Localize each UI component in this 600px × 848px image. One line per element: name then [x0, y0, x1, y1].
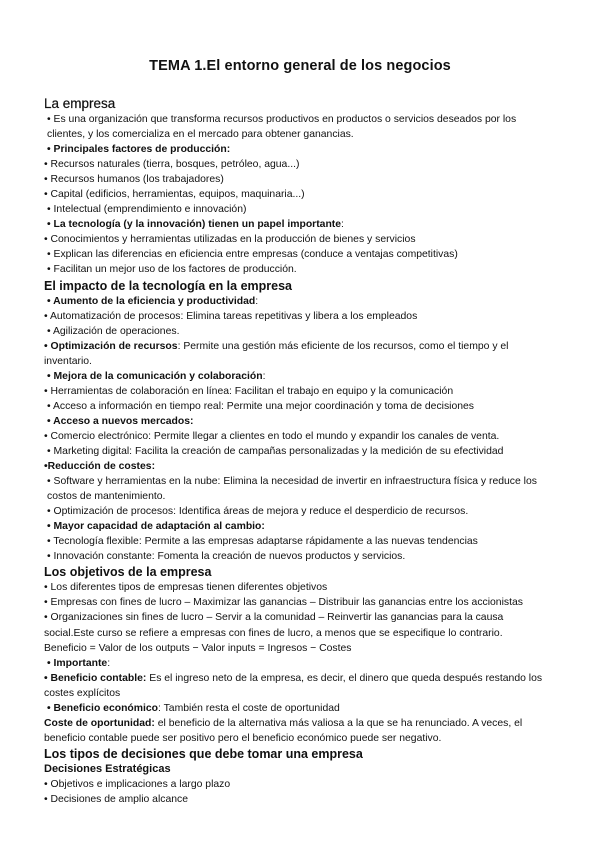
paragraph [44, 339, 554, 369]
list-item: • Facilitan un mejor uso de los factores de producción. [47, 264, 297, 276]
paragraph: • Es una organización que transforma recursos productivos en productos o servicios deseados por los clientes, y los comercializa en el mercado para obtener ganancias. [47, 114, 517, 141]
list-item: • Organizaciones sin fines de lucro – Servir a la comunidad – Reinvertir las ganancias para la causa social.Este curso se refiere a empresas con fines de lucro, a menos que se especifique lo contrario. [44, 612, 504, 639]
paragraph [44, 701, 554, 716]
paragraph-text: : También resta el coste de oportunidad [158, 702, 340, 714]
paragraph-text: el beneficio de la alternativa más valiosa a la que se ha renunciado. A veces, el beneficio contable puede ser positivo pero el beneficio económico puede ser negativo. [44, 717, 523, 744]
section-heading-la-empresa: La empresa [44, 96, 116, 111]
bold-term: Coste de oportunidad: [44, 717, 155, 729]
list-item: • Conocimientos y herramientas utilizadas en la producción de bienes y servicios [44, 234, 416, 246]
list-item: • Automatización de procesos: Elimina tareas repetitivas y libera a los empleados [44, 310, 418, 322]
bold-bullet-line [44, 369, 554, 384]
bold-bullet: •Reducción de costes: [44, 461, 156, 473]
paragraph [44, 671, 554, 701]
paragraph-text: : Permite una gestión más eficiente de los recursos, como el tiempo y el inventario. [44, 340, 509, 367]
bold-bullet: • Principales factores de producción: [47, 144, 231, 156]
document-title: TEMA 1.El entorno general de los negocios [149, 58, 451, 74]
bold-bullet: • Aumento de la eficiencia y productividad [47, 295, 256, 307]
list-item: • Comercio electrónico: Permite llegar a clientes en todo el mundo y expandir los canales de venta. [44, 430, 500, 442]
bold-bullet: • Beneficio contable: [44, 672, 147, 684]
list-item: • Intelectual (emprendimiento e innovación) [47, 204, 247, 216]
list-item: • Optimización de procesos: Identifica áreas de mejora y reduce el desperdicio de recursos. [47, 506, 469, 518]
bold-bullet: • La tecnología (y la innovación) tienen un papel importante [47, 219, 342, 231]
list-item: • Empresas con fines de lucro – Maximizar las ganancias – Distribuir las ganancias entre los accionistas [44, 597, 523, 609]
bold-bullet: • Importante [47, 657, 108, 669]
section-heading-objetivos: Los objetivos de la empresa [44, 565, 212, 580]
list-item: • Tecnología flexible: Permite a las empresas adaptarse rápidamente a las nuevas tendencias [47, 536, 478, 548]
colon: : [341, 219, 344, 231]
document-body [44, 96, 554, 807]
bold-bullet-line [44, 294, 554, 309]
colon: : [262, 370, 266, 382]
list-item: • Herramientas de colaboración en línea: Facilitan el trabajo en equipo y la comunicación [44, 385, 454, 397]
list-item: • Capital (edificios, herramientas, equipos, maquinaria...) [44, 189, 305, 201]
list-item: • Innovación constante: Fomenta la creación de nuevos productos y servicios. [47, 551, 406, 563]
bold-bullet: • Acceso a nuevos mercados: [47, 415, 194, 427]
bold-bullet: • Optimización de recursos [44, 340, 178, 352]
list-item: • Recursos naturales (tierra, bosques, petróleo, agua...) [44, 159, 300, 171]
colon: : [107, 657, 111, 669]
list-item: • Los diferentes tipos de empresas tienen diferentes objetivos [44, 582, 328, 594]
bold-bullet-line [44, 656, 554, 671]
formula: Beneficio = Valor de los outputs − Valor inputs = Ingresos − Costes [44, 642, 352, 654]
list-item: • Marketing digital: Facilita la creación de campañas personalizadas y la medición de su efectividad [47, 445, 504, 457]
subheading: Decisiones Estratégicas [44, 762, 171, 775]
bold-bullet: • Mejora de la comunicación y colaboración [47, 370, 263, 382]
bold-bullet-line [44, 217, 554, 232]
section-heading-decisiones: Los tipos de decisiones que debe tomar una empresa [44, 746, 363, 761]
list-item: • Explican las diferencias en eficiencia entre empresas (conduce a ventajas competitivas) [47, 249, 458, 261]
list-item: • Software y herramientas en la nube: Elimina la necesidad de invertir en infraestructura física y reduce los costos de mantenimiento. [47, 476, 537, 503]
paragraph-text: Es el ingreso neto de la empresa, es decir, el dinero que queda después restando los costes explícitos [44, 672, 543, 699]
colon: : [255, 295, 259, 307]
bold-bullet: • Mayor capacidad de adaptación al cambio: [47, 521, 265, 533]
list-item: • Recursos humanos (los trabajadores) [44, 174, 224, 186]
list-item: • Acceso a información en tiempo real: Permite una mejor coordinación y toma de decisiones [47, 400, 474, 412]
bold-bullet: • Beneficio económico [47, 702, 159, 714]
list-item: • Decisiones de amplio alcance [44, 793, 188, 805]
list-item: • Objetivos e implicaciones a largo plazo [44, 778, 231, 790]
section-heading-impacto: El impacto de la tecnología en la empresa [44, 278, 292, 293]
list-item: • Agilización de operaciones. [47, 325, 180, 337]
paragraph [44, 716, 554, 746]
